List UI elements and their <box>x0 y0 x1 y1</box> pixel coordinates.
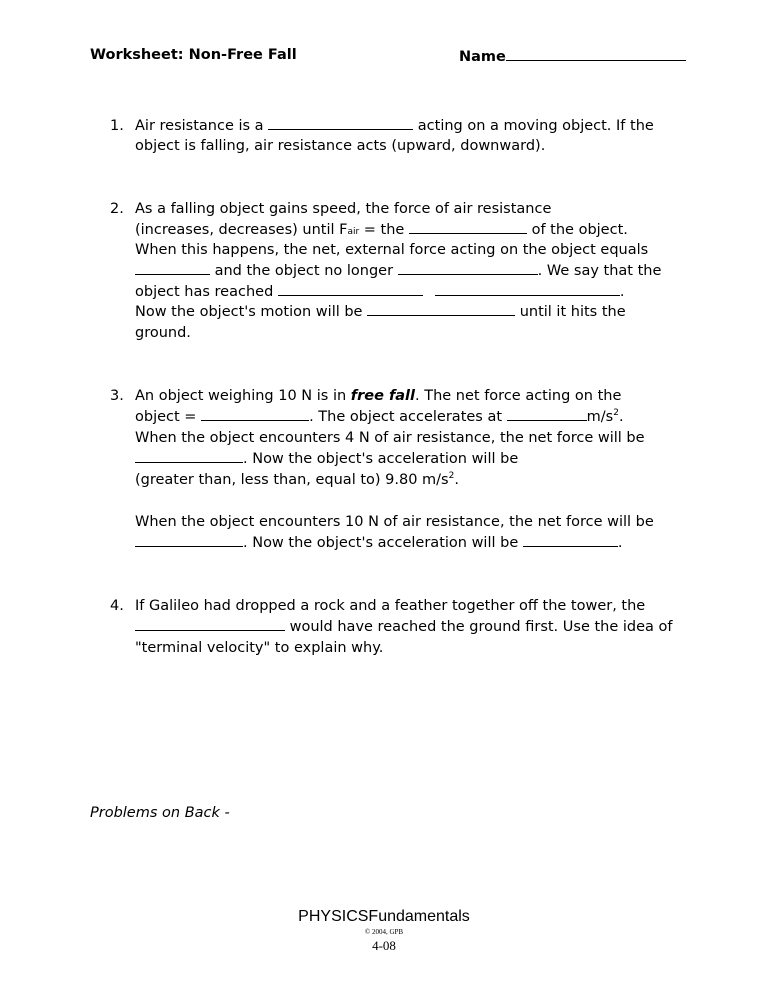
q2-line-4: and the object no longer . We say that the <box>135 261 661 281</box>
q1-number: 1. <box>110 118 124 134</box>
footer-brand: PHYSICSFundamentals <box>298 908 470 925</box>
name-label: Name <box>459 49 506 65</box>
problems-on-back-note: Problems on Back - <box>90 805 230 821</box>
q4-number: 4. <box>110 598 124 614</box>
q2-blank-6[interactable] <box>367 302 515 316</box>
q4-line-1: If Galileo had dropped a rock and a feather together off the tower, the <box>135 598 646 614</box>
footer-copyright: © 2004, GPB <box>364 928 404 936</box>
q3-blank-2[interactable] <box>507 407 587 421</box>
q1-line-1: Air resistance is a acting on a moving object. If the <box>135 118 654 134</box>
q2-blank-1[interactable] <box>409 220 527 234</box>
q2-blank-2[interactable] <box>135 261 210 275</box>
q3-line-2: object = . The object accelerates at $m/s^2$. <box>135 408 624 425</box>
q2-line-1: As a falling object gains speed, the force of air resistance <box>135 201 552 217</box>
q3-blank-3[interactable] <box>135 449 243 463</box>
q3-blank-5[interactable] <box>523 533 618 547</box>
q2-line-5: object has reached . <box>135 284 625 300</box>
q2-line-7: ground. <box>135 325 191 341</box>
name-blank[interactable] <box>506 47 686 61</box>
q2-line-2: (increases, decreases) until Fair = the of the object. <box>135 222 628 238</box>
q3-blank-1[interactable] <box>201 407 309 421</box>
q3-number: 3. <box>110 388 124 404</box>
q2-blank-5[interactable] <box>435 282 620 296</box>
q3-line-3: When the object encounters 4 N of air resistance, the net force will be <box>135 430 645 446</box>
worksheet-title: Worksheet: Non-Free Fall <box>90 47 297 63</box>
q4-line-3: "terminal velocity" to explain why. <box>135 640 384 656</box>
q2-number: 2. <box>110 201 124 217</box>
q3-line-4: . Now the object's acceleration will be <box>135 449 518 469</box>
q4-blank-1[interactable] <box>135 617 285 631</box>
q3-line-5: (greater than, less than, equal to) 9.80 $m/s^2$. <box>135 471 459 488</box>
q1-blank-1[interactable] <box>268 116 413 130</box>
q2-blank-4[interactable] <box>278 282 423 296</box>
page-number: 4-08 <box>372 938 396 953</box>
name-field <box>459 47 686 65</box>
q3-line-6: When the object encounters 10 N of air resistance, the net force will be <box>135 514 654 530</box>
q2-line-3: When this happens, the net, external force acting on the object equals <box>135 242 649 258</box>
q3-line-7: . Now the object's acceleration will be . <box>135 533 622 553</box>
q3-line-1: An object weighing 10 N is in free fall. The net force acting on the <box>135 388 622 404</box>
q2-blank-3[interactable] <box>398 261 538 275</box>
q3-blank-4[interactable] <box>135 533 243 547</box>
q4-line-2: would have reached the ground first. Use the idea of <box>135 617 673 637</box>
q1-line-2: object is falling, air resistance acts (upward, downward). <box>135 138 546 154</box>
q2-line-6: Now the object's motion will be until it hits the <box>135 304 626 320</box>
